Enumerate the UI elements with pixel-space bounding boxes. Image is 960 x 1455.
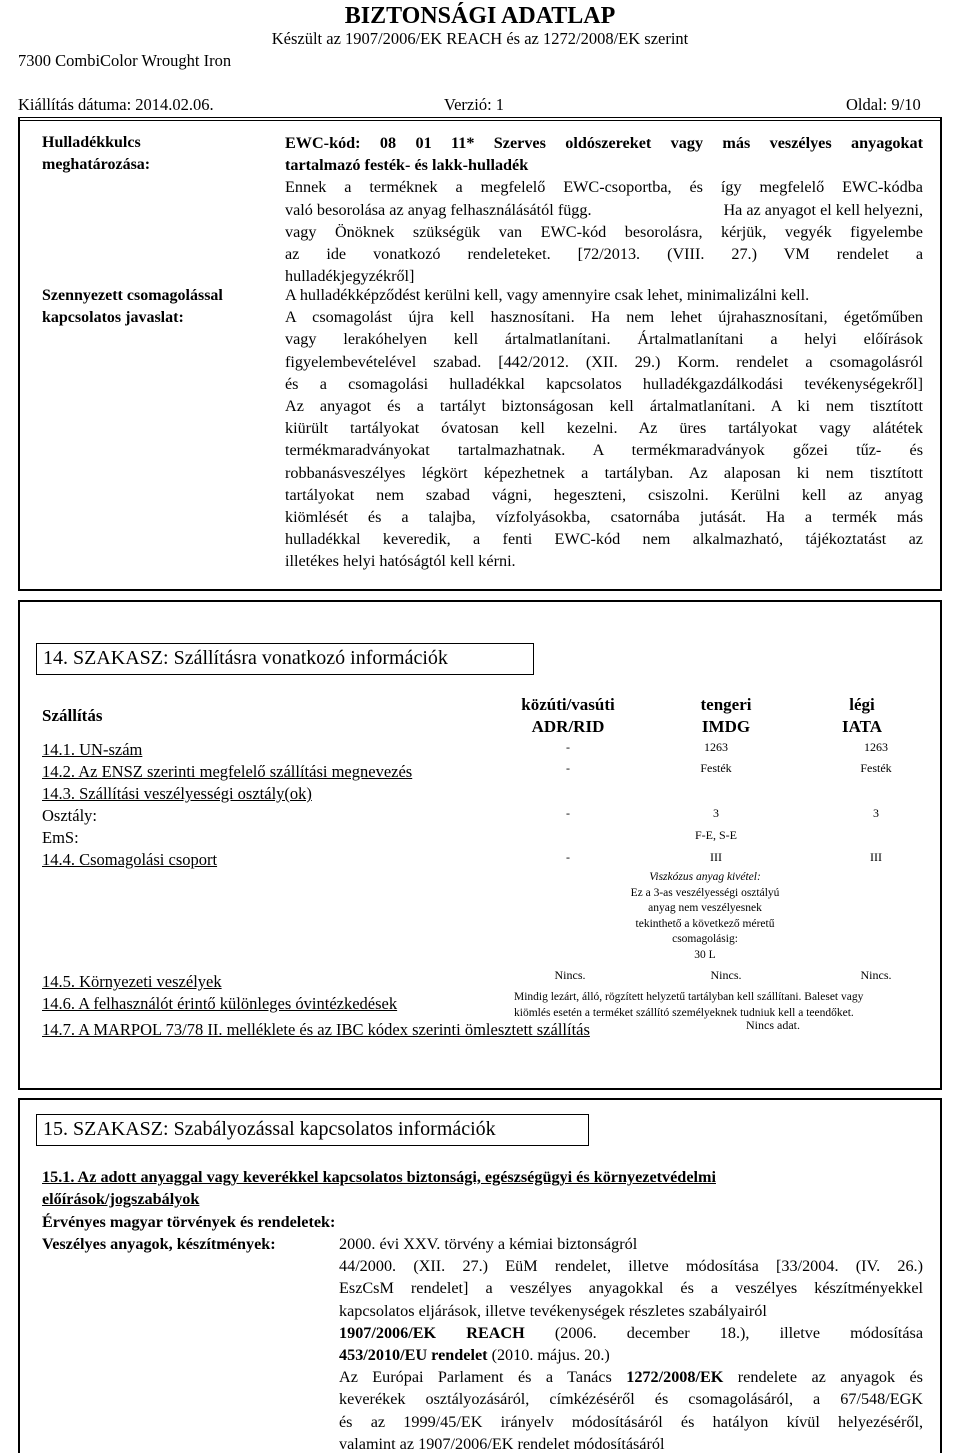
packaging-label: Szennyezett csomagolással kapcsolatos javaslat: xyxy=(42,287,223,326)
regulation-line: 2000. évi XXV. törvény a kémiai biztonságról xyxy=(339,1235,638,1253)
class-road-value: - xyxy=(566,806,570,820)
shipping-name-label: 14.2. Az ENSZ szerinti megfelelő szállítási megnevezés xyxy=(42,762,413,781)
un-road-value: - xyxy=(566,740,570,754)
regulations-subheading: 15.1. Az adott anyaggal vagy keverékkel kapcsolatos biztonsági, egészségügyi és környezetvédelmi előírások/jogszabályok xyxy=(42,1168,716,1208)
section14-top-rule xyxy=(18,600,942,602)
section14-left-border xyxy=(18,600,20,1090)
regulation-line: valamint az 1907/2006/EK rendelet módosításáról xyxy=(339,1434,665,1453)
regulation-line: 44/2000. (XII. 27.) EüM rendelet, illetve módosítása [33/2004. (IV. 26.) xyxy=(339,1257,923,1276)
issue-date: Kiállítás dátuma: 2014.02.06. xyxy=(18,95,214,114)
regulation-line: és az 1999/45/EK irányelv módosításáról és hatályon kívül helyezéséről, xyxy=(339,1412,923,1431)
regulation-line-clp: Az Európai Parlament és a Tanács 1272/2008/EK rendelete az anyagok és xyxy=(339,1368,923,1387)
waste-line: Ennek a terméknek a megfelelő EWC-csoportba, és így megfelelő EWC-kódba xyxy=(285,178,923,197)
regulation-line: keverékek osztályozásáról, címkézéséről és csomagolásáról, a 67/548/EGK xyxy=(339,1390,923,1409)
section14-right-border xyxy=(940,600,942,1090)
pack-line: A hulladékképződést kerülni kell, vagy amennyire csak lehet, minimalizálni kell. xyxy=(285,286,810,304)
env-air-value: Nincs. xyxy=(860,968,892,982)
section15-heading: 15. SZAKASZ: Szabályozással kapcsolatos információk xyxy=(43,1118,496,1140)
name-air-value: Festék xyxy=(860,761,892,775)
product-name: 7300 CombiColor Wrought Iron xyxy=(18,51,232,70)
pack-line: hulladékkal keveredik, a fenti EWC-kód nem alkalmazható, tájékoztatást az xyxy=(285,530,923,549)
pack-line: termékmaradványokat tartalmazhatnak. A termékmaradványok gőzei tűz- és xyxy=(285,441,923,460)
pack-line: tartályokat nem szabad vágni, hegeszteni, csiszolni. Kerülni kell az anyag xyxy=(285,485,923,504)
viscous-exception-note: Viszkózus anyag kivétel: Ez a 3-as veszélyességi osztályú anyag nem veszélyesnek tekinthető a következő méretű csomagolásig: 30 L xyxy=(630,871,780,961)
dangerous-substances-label: Veszélyes anyagok, készítmények: xyxy=(42,1235,276,1253)
regulation-line-453: 453/2010/EU rendelet (2010. május. 20.) xyxy=(339,1346,610,1365)
page-number: Oldal: 9/10 xyxy=(846,95,921,114)
pack-line: illetékes helyi hatóságtól kell kérni. xyxy=(285,552,516,571)
marpol-label: 14.7. A MARPOL 73/78 II. melléklete és az IBC kódex szerinti ömlesztett szállítás xyxy=(42,1020,590,1039)
waste-line: hulladékjegyzékről] xyxy=(285,267,415,286)
class-sub-label: Osztály: xyxy=(42,806,97,825)
column-sea: tengeri IMDG xyxy=(700,695,752,736)
regulation-line: kapcsolatos eljárások, illetve tevékenységek részletes szabályairól xyxy=(339,1301,767,1320)
pack-line: vagy lerakóhelyen kell ártalmatlanítani. Ártalmatlanítani a helyi előírások xyxy=(285,330,923,349)
column-air: légi IATA xyxy=(842,695,882,736)
transport-label: Szállítás xyxy=(42,706,103,725)
un-number-label: 14.1. UN-szám xyxy=(42,740,143,759)
waste-line: Ha az anyagot el kell helyezni, xyxy=(723,200,923,219)
regulation-line-reach: 1907/2006/EK REACH (2006. december 18.), illetve módosítása xyxy=(339,1323,923,1342)
waste-line: az ide vonatkozó rendeleteket. [72/2013. (VIII. 27.) VM rendelet a xyxy=(285,245,923,264)
regulations-list xyxy=(339,1233,923,1455)
section13-top-rule-2 xyxy=(18,120,942,121)
waste-line: vagy Önöknek szükségük van EWC-kód besorolásra, kérjük, vegyék figyelembe xyxy=(285,222,923,241)
pg-air-value: III xyxy=(870,850,882,864)
precautions-label: 14.6. A felhasználót érintő különleges óvintézkedések xyxy=(42,994,398,1013)
section13-left-border xyxy=(18,117,20,591)
regulation-line: EszCsM rendelet] a veszélyes anyagokkal és a veszélyes készítményekkel xyxy=(339,1279,923,1298)
document-title: BIZTONSÁGI ADATLAP xyxy=(344,3,616,29)
un-air-value: 1263 xyxy=(864,740,888,754)
env-sea-value: Nincs. xyxy=(710,968,742,982)
pg-road-value: - xyxy=(566,850,570,864)
pack-line: robbanásveszélyes légkört képezhetnek a tartályban. Az alaposan ki nem tisztított xyxy=(285,463,923,482)
class-sea-value: 3 xyxy=(713,806,719,820)
pack-line: figyelembevételével szabad. [442/2012. (XII. 29.) Korm. rendelet a csomagolásról xyxy=(285,352,923,371)
name-sea-value: Festék xyxy=(700,761,732,775)
env-road-value: Nincs. xyxy=(554,968,586,982)
waste-code-text xyxy=(285,132,923,287)
waste-line: való besorolása az anyag felhasználásától függ. xyxy=(285,200,592,219)
packaging-text xyxy=(285,284,923,573)
un-sea-value: 1263 xyxy=(704,740,728,754)
waste-line: tartalmazó festék- és lakk-hulladék xyxy=(285,156,529,175)
hazard-class-label: 14.3. Szállítási veszélyességi osztály(ok) xyxy=(42,784,312,803)
section13-right-border xyxy=(940,117,942,591)
pack-line: kiömlését és a talajba, vízfolyásokba, csatornába jutását. Ha a termék más xyxy=(285,508,923,527)
pg-sea-value: III xyxy=(710,850,722,864)
class-air-value: 3 xyxy=(873,806,879,820)
pack-line: A csomagolást újra kell hasznosítani. Ha nem lehet újrahasznosítani, égetőműben xyxy=(285,308,923,327)
valid-laws-label: Érvényes magyar törvények és rendeletek: xyxy=(42,1213,336,1231)
section13-top-rule xyxy=(18,117,942,118)
pack-line: és a csomagolási hulladékkal kapcsolatos hulladékgazdálkodási tevékenységekről] xyxy=(285,374,923,393)
environment-hazard-label: 14.5. Környezeti veszélyek xyxy=(42,972,222,991)
packing-group-label: 14.4. Csomagolási csoport xyxy=(42,850,218,869)
section15-top-rule xyxy=(18,1098,942,1100)
section15-right-border xyxy=(940,1098,942,1453)
section13-bottom-rule xyxy=(18,589,942,591)
name-road-value: - xyxy=(566,761,570,775)
marpol-value: Nincs adat. xyxy=(746,1018,800,1032)
pack-line: kiürült tartályokat óvatosan kell kezelni. Az üres tartályokat vagy alátétek xyxy=(285,419,923,438)
section14-heading: 14. SZAKASZ: Szállításra vonatkozó információk xyxy=(43,647,448,669)
column-road-rail: közúti/vasúti ADR/RID xyxy=(521,695,615,736)
ems-value: F-E, S-E xyxy=(695,828,737,842)
document-subtitle: Készült az 1907/2006/EK REACH és az 1272/2008/EK szerint xyxy=(271,29,689,48)
section15-left-border xyxy=(18,1098,20,1453)
precautions-text: Mindig lezárt, álló, rögzített helyzetű tartályban kell szállítani. Baleset vagy kiömlés esetén a terméket szállító személyeknek tudniuk kell a teendőket. xyxy=(514,991,864,1019)
section14-bottom-rule xyxy=(18,1088,942,1090)
pack-line: Az anyagot és a tartályt biztonságosan kell ártalmatlanítani. A ki nem tisztított xyxy=(285,397,923,416)
waste-code-label: Hulladékkulcs meghatározása: xyxy=(42,134,151,173)
version: Verzió: 1 xyxy=(444,95,505,114)
ems-sub-label: EmS: xyxy=(42,828,79,847)
waste-line: EWC-kód: 08 01 11* Szerves oldószereket vagy más veszélyes anyagokat xyxy=(285,134,923,152)
